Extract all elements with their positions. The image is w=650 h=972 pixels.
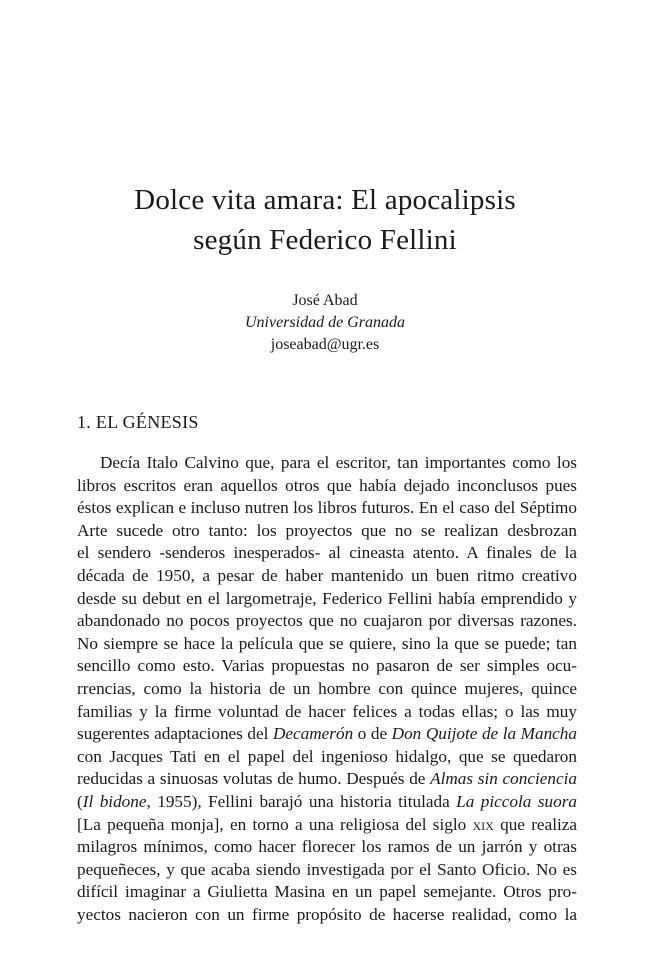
- author-email: joseabad@ugr.es: [270, 336, 380, 353]
- text-segment: milagros mínimos, como hacer florecer los ramos de un jarrón y otras: [77, 837, 577, 857]
- text-segment: [La pequeña monja], en torno a una religiosa del siglo: [77, 814, 473, 834]
- paragraph-line: [77, 904, 577, 927]
- text-segment: década de 1950, a pesar de haber mantenido un buen ritmo creativo: [77, 565, 577, 585]
- text-segment: libros escritos eran aquellos otros que había dejado inconclusos pues: [77, 475, 577, 495]
- paragraph-line: [77, 768, 577, 791]
- paragraph-line: [77, 859, 577, 882]
- text-segment: No siempre se hace la película que se quiere, sino la que se puede; tan: [77, 633, 577, 653]
- text-segment: pequeñeces, y que acaba siendo investigada por el Santo Oficio. No es: [77, 859, 577, 879]
- italic-text: Il bidone: [82, 791, 147, 811]
- paragraph-line: [77, 588, 577, 611]
- paragraph-line: [77, 678, 577, 701]
- text-segment: Arte sucede otro tanto: los proyectos que no se realizan desbrozan: [77, 520, 577, 540]
- paragraph-line: [77, 701, 577, 724]
- section-heading: 1. EL GÉNESIS: [77, 412, 199, 432]
- text-segment: el sendero -senderos inesperados- al cineasta atento. A finales de la: [77, 543, 577, 563]
- text-segment: , 1955), Fellini barajó una historia titulada: [146, 791, 457, 811]
- paragraph-line: [77, 836, 577, 859]
- text-segment: con Jacques Tati en el papel del ingenioso hidalgo, que se quedaron: [77, 746, 577, 766]
- paragraph-line: [77, 520, 577, 543]
- text-segment: familias y la firme voluntad de hacer felices a todas ellas; o las muy: [77, 701, 577, 721]
- paragraph-line: [77, 814, 577, 837]
- text-segment: Decía Italo Calvino que, para el escritor, tan importantes como los: [100, 453, 577, 472]
- italic-text: Don Quijote de la Mancha: [391, 724, 577, 744]
- article-title: [0, 180, 650, 260]
- article-title-line-2: según Federico Fellini: [193, 224, 457, 256]
- text-segment: desde su debut en el largometraje, Federico Fellini había emprendido y: [77, 588, 577, 608]
- paragraph-line: [77, 610, 577, 633]
- paragraph-line: [77, 542, 577, 565]
- text-segment: o de: [353, 724, 392, 744]
- paragraph-line: [77, 633, 577, 656]
- paragraph-line: [77, 881, 577, 904]
- paragraph-line: [77, 746, 577, 769]
- text-segment: sencillo como esto. Varias propuestas no pasaron de ser simples ocu-: [77, 656, 577, 676]
- text-segment: que realiza: [493, 814, 578, 834]
- small-caps-text: xix: [472, 814, 494, 834]
- italic-text: Decamerón: [272, 724, 354, 744]
- text-segment: difícil imaginar a Giulietta Masina en un papel semejante. Otros pro-: [77, 882, 577, 902]
- italic-text: La piccola suora: [456, 791, 578, 811]
- article-title-line-1: Dolce vita amara: El apocalipsis: [134, 184, 516, 216]
- author-block: [0, 290, 650, 356]
- body-paragraph: [77, 452, 577, 926]
- text-segment: sugerentes adaptaciones del: [77, 724, 273, 744]
- text-segment: abandonado no pocos proyectos que no cuajaron por diversas razones.: [77, 611, 577, 631]
- paragraph-line: [77, 475, 577, 498]
- paragraph-line: [77, 723, 577, 746]
- text-segment: yectos nacieron con un firme propósito de hacerse realidad, como la: [77, 904, 577, 924]
- italic-text: Almas sin conciencia: [430, 769, 577, 789]
- text-segment: reducidas a sinuosas volutas de humo. Después de: [77, 769, 431, 789]
- paragraph-line: [77, 497, 577, 520]
- paragraph-line: [77, 791, 577, 814]
- text-segment: (: [77, 791, 83, 811]
- author-affiliation: Universidad de Granada: [245, 314, 405, 331]
- paragraph-line: [77, 565, 577, 588]
- text-segment: éstos explican e incluso nutren los libros futuros. En el caso del Séptimo: [77, 498, 577, 518]
- paragraph-line: [77, 655, 577, 678]
- author-name: José Abad: [292, 292, 358, 309]
- paragraph-line: [77, 452, 577, 475]
- text-segment: rrencias, como la historia de un hombre con quince mujeres, quince: [77, 678, 577, 698]
